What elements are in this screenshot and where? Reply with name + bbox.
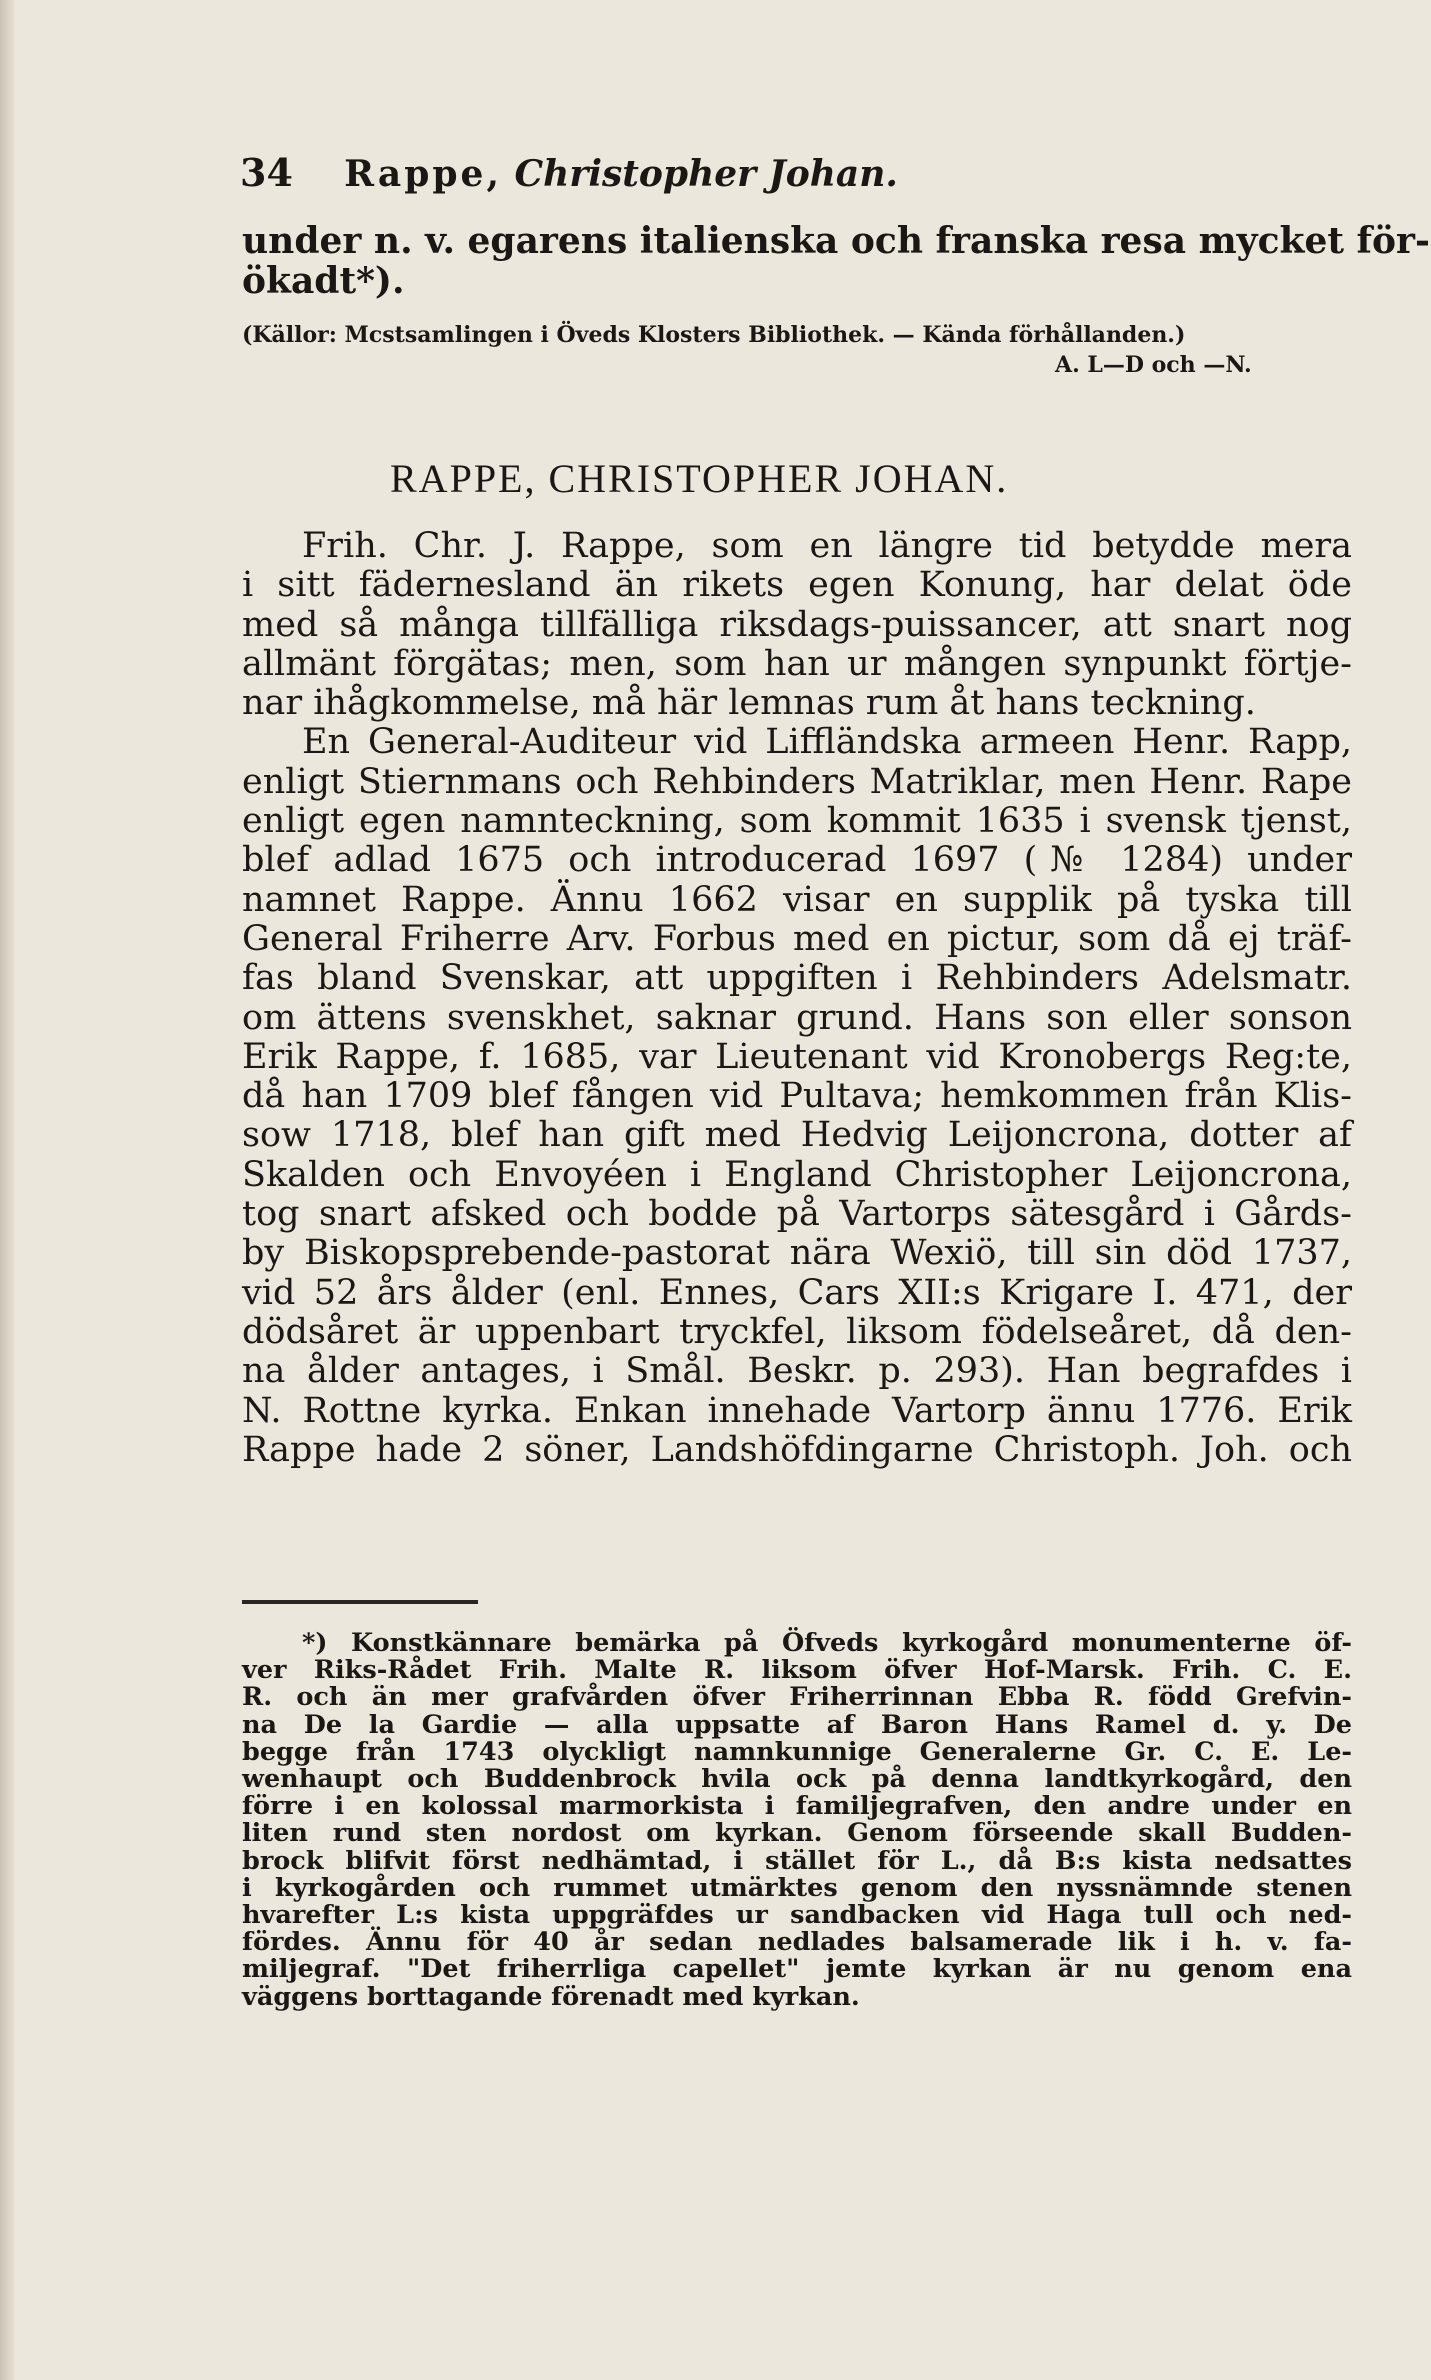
text-line: by Biskopsprebende-pastorat nära Wexiö, till sin död 1737, [242,1233,1352,1274]
text-line: allmänt förgätas; men, som han ur mången synpunkt förtje- [242,643,1352,684]
footnote-line: liten rund sten nordost om kyrkan. Genom förseende skall Budden- [242,1818,1352,1849]
footnote [242,1630,1352,2011]
text-line: En General-Auditeur vid Liffländska armeen Henr. Rapp, [302,722,1352,763]
footnote-rule [242,1600,478,1604]
footnote-line: begge från 1743 olyckligt namnkunnige Generalerne Gr. C. E. Le- [242,1736,1352,1767]
text-line: namnet Rappe. Ännu 1662 visar en supplik på tyska till [242,879,1352,920]
text-line: Frih. Chr. J. Rappe, som en längre tid betydde mera [302,526,1352,566]
footnote-line: *) Konstkännare bemärka på Öfveds kyrkogård monumenterne öf- [302,1628,1352,1658]
text-line: blef adlad 1675 och introducerad 1697 (№ 1284) under [242,840,1352,881]
footnote-line: väggens borttagande förenadt med kyrkan. [242,1981,860,2012]
continued-text [242,220,1430,302]
footnote-line: wenhaupt och Buddenbrock hvila ock på denna landtkyrkogård, den [242,1764,1352,1795]
text-line: General Friherre Arv. Forbus med en pictur, som då ej träf- [242,918,1352,959]
text-line: ökadt*). [242,259,405,302]
section-heading: RAPPE, CHRISTOPHER JOHAN. [390,456,1009,501]
text-line: N. Rottne kyrka. Enkan innehade Vartorp ännu 1776. Erik [242,1390,1352,1431]
text-line: tog snart afsked och bodde på Vartorps sätesgård i Gårds- [242,1194,1352,1235]
main-text [242,527,1352,1470]
text-line: Skalden och Envoyéen i England Christopher Leijoncrona, [242,1154,1352,1195]
author-signature: A. L—D och —N. [1055,352,1252,378]
text-line: om ättens svenskhet, saknar grund. Hans son eller sonson [242,997,1352,1038]
text-line: Rappe hade 2 söner, Landshöfdingarne Christoph. Joh. och [242,1429,1352,1470]
footnote-line: förre i en kolossal marmorkista i familjegrafven, den andre under en [242,1791,1352,1822]
text-line: nar ihågkommelse, må här lemnas rum åt hans teckning. [242,683,1256,724]
footnote-line: fördes. Ännu för 40 år sedan nedlades balsamerade lik i h. v. fa- [242,1927,1352,1958]
text-line: fas bland Svenskar, att uppgiften i Rehbinders Adelsmatr. [242,958,1352,999]
text-line: under n. v. egarens italienska och franska resa mycket för- [242,220,1430,262]
footnote-line: brock blifvit först nedhämtad, i stället för L., då B:s kista nedsattes [242,1845,1352,1876]
footnote-line: R. och än mer grafvården öfver Friherrinnan Ebba R. född Grefvin- [242,1682,1352,1713]
footnote-line: hvarefter L:s kista uppgräfdes ur sandbacken vid Haga tull och ned- [242,1900,1352,1931]
footnote-line: na De la Gardie — alla uppsatte af Baron Hans Ramel d. y. De [242,1709,1352,1740]
text-line: enligt Stiernmans och Rehbinders Matriklar, men Henr. Rape [242,761,1352,802]
text-line: då han 1709 blef fången vid Pultava; hemkommen från Klis- [242,1076,1352,1117]
running-surname: Rappe, [344,153,502,195]
running-forenames: Christopher Johan. [514,153,898,195]
text-line: med så många tillfälliga riksdags-puissancer, att snart nog [242,604,1352,645]
footnote-line: i kyrkogården och rummet utmärktes genom den nyssnämnde stenen [242,1872,1352,1903]
text-line: vid 52 års ålder (enl. Ennes, Cars XII:s Krigare I. 471, der [242,1272,1352,1313]
page-number: 34 [240,150,293,195]
page-edge [0,0,14,2380]
text-line: sow 1718, blef han gift med Hedvig Leijoncrona, dotter af [242,1115,1352,1156]
footnote-line: ver Riks-Rådet Frih. Malte R. liksom öfver Hof-Marsk. Frih. C. E. [242,1655,1352,1686]
text-line: na ålder antages, i Smål. Beskr. p. 293). Han begrafdes i [242,1351,1352,1392]
footnote-line: miljegraf. "Det friherrliga capellet" jemte kyrkan är nu genom ena [242,1954,1352,1985]
running-title [344,153,898,195]
running-header [240,150,1140,200]
sources-note: (Källor: Mcstsamlingen i Öveds Klosters Bibliothek. — Kända förhållanden.) [242,322,1186,348]
text-line: enligt egen namnteckning, som kommit 1635 i svensk tjenst, [242,801,1352,842]
text-line: i sitt fädernesland än rikets egen Konung, har delat öde [242,565,1352,606]
text-line: dödsåret är uppenbart tryckfel, liksom födelseåret, då den- [242,1311,1352,1352]
text-line: Erik Rappe, f. 1685, var Lieutenant vid Kronobergs Reg:te, [242,1036,1352,1077]
